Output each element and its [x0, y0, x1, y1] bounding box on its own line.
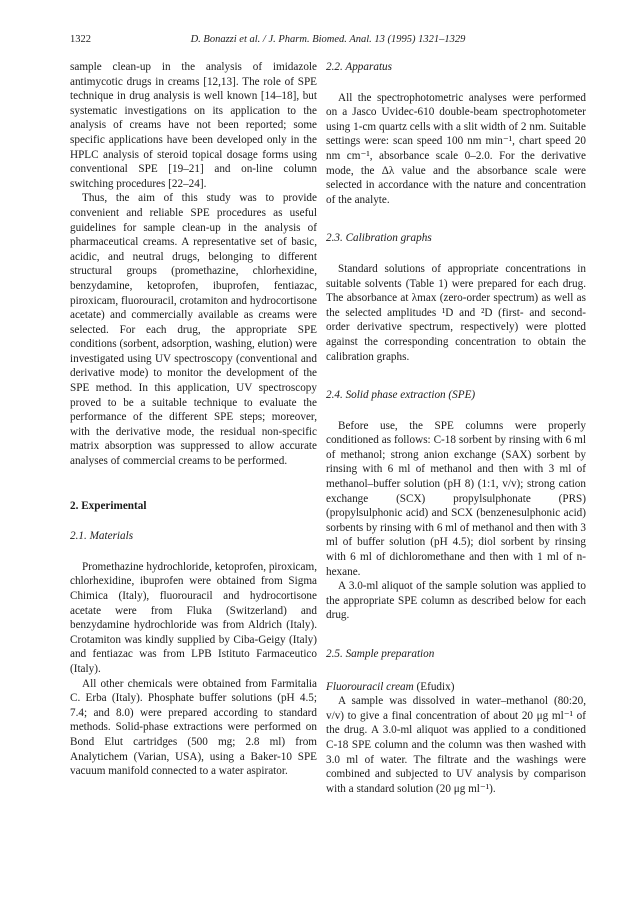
subsection-heading-materials: 2.1. Materials [70, 530, 134, 543]
item-heading-fluorouracil [326, 680, 586, 695]
subsection-heading-apparatus: 2.2. Apparatus [326, 61, 392, 73]
running-title: D. Bonazzi et al. / J. Pharm. Biomed. Anal. 13 (1995) 1321–1329 [190, 34, 466, 45]
subsection-heading-calibration: 2.3. Calibration graphs [326, 232, 432, 245]
subsection-heading-sample-prep: 2.5. Sample preparation [326, 648, 435, 660]
item-heading-fluorouracil-name: Fluorouracil cream [326, 680, 414, 693]
paragraph-chemicals: All other chemicals were obtained from Farmitalia C. Erba (Italy). Phosphate buffer solutions (pH 4.5; 7.4; and 8.0) were prepared according to standard methods. Solid-phase extractions were performed on Bond Elut cartridges (500 mg; 2.8 ml) from Analytichem (Varian, USA), using a Baker-10 SPE vacuum manifold connected to a water aspirator. [70, 677, 317, 778]
page-number: 1322 [70, 34, 91, 45]
paragraph-calibration: Standard solutions of appropriate concentrations in suitable solvents (Table 1) were prepared for each drug. The absorbance at λmax (zero-order spectrum) as well as the selected amplitudes ¹D and ²D (first- and second-order derivative spectrum, respectively) were plotted against the corresponding concentration to obtain the calibration graphs. [326, 262, 586, 363]
section-heading-experimental: 2. Experimental [70, 499, 147, 512]
left-column [70, 60, 317, 779]
right-column [326, 60, 586, 796]
paragraph-apparatus: All the spectrophotometric analyses were performed on a Jasco Uvidec-610 double-beam spectrophotometer using 1-cm quartz cells with a slit width of 2 nm. Suitable settings were: scan speed 100 nm min⁻¹, chart speed 20 nm cm⁻¹, absorbance scale 0–2.0. For the derivative mode, the Δλ value and the absorbance scale were selected in accordance with the nature and concentration of the analyte. [326, 91, 586, 206]
paragraph-spe: Before use, the SPE columns were properly conditioned as follows: C-18 sorbent by rinsing with 6 ml of methanol; strong anion exchange (SAX) sorbent by rinsing with 6 ml of methanol and then with 3 ml of methanol–buffer solution (pH 8) (1:1, v/v); strong cation exchange (SCX) propylsulphonate (PRS) (propylsulphonic acid) and SCX (benzenesulphonic acid) sorbents by rinsing with 6 ml of methanol and then with 3 ml of buffer solution (pH 4.5); diol sorbent by rinsing with 6 ml of dichloromethane and then with 1 ml of n-hexane. [326, 419, 586, 578]
item-heading-fluorouracil-brand: (Efudix) [413, 680, 455, 693]
subsection-heading-spe: 2.4. Solid phase extraction (SPE) [326, 389, 476, 402]
paragraph-aim: Thus, the aim of this study was to provide convenient and reliable SPE procedures as useful guidelines for sample clean-up in the analysis of pharmaceutical creams. A representative set of basic, acidic, and neutral drugs, belonging to different structural groups (promethazine, chlorhexidine, benzydamine, ketoprofen, ibuprofen, fentiazac, piroxicam, fluorouracil, crotamiton and hydrocortisone acetate) and commercially available as creams were selected. For each drug, the appropriate SPE conditions (sorbent, adsorption, washing, elution) were investigated using UV spectroscopy (conventional and derivative mode) to monitor the development of the SPE method. In this application, UV spectroscopy proved to be a suitable technique to evaluate the performance of the different SPE steps; moreover, with the derivative mode, the residual non-specific matrix absorption was suppressed to allow accurate analyses of commercial creams to be performed. [70, 192, 317, 468]
paragraph-aliquot: A 3.0-ml aliquot of the sample solution was applied to the appropriate SPE column as described below for each drug. [326, 580, 586, 622]
paragraph-intro-end: sample clean-up in the analysis of imidazole antimycotic drugs in creams [12,13]. The role of SPE technique in drug analysis is well known [14–18], but systematic investigations on its application to the analysis of creams have not been reported; some specific applications have been developed only in the HPLC analysis of steroid topical dosage forms using conventional SPE [19–21] and on-line column switching procedures [22–24]. [70, 61, 317, 190]
paragraph-fluorouracil: A sample was dissolved in water–methanol (80:20, v/v) to give a final concentration of about 20 μg ml⁻¹ of the drug. A 3.0-ml aliquot was applied to a conditioned C-18 SPE column and the column was then washed with 3.0 ml of water. The filtrate and the washings were combined and subjected to UV analysis by comparison with a standard solution (20 μg ml⁻¹). [326, 695, 586, 795]
paragraph-materials: Promethazine hydrochloride, ketoprofen, piroxicam, chlorhexidine, ibuprofen were obtained from Sigma Chimica (Italy), fluorouracil and hydrocortisone acetate were from Fluka (Switzerland) and benzydamine hydrochloride was from Aldrich (Italy). Crotamiton was kindly supplied by Ciba-Geigy (Italy) and fentiazac was from LPB Istituto Farmaceutico (Italy). [70, 560, 317, 675]
